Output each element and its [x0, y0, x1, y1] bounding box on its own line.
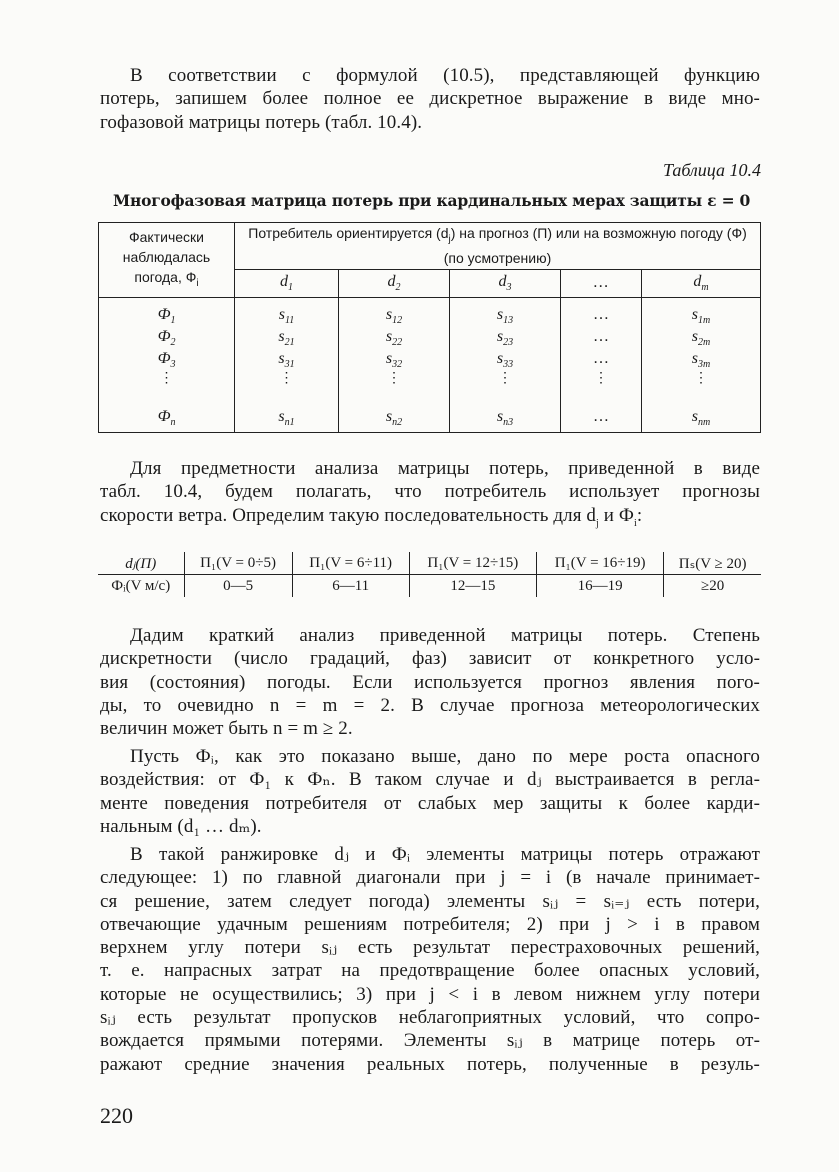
table-title: Многофазовая матрица потерь при кардинальных мерах защиты ε = 0	[113, 191, 751, 210]
text-line: ражают средние значения реальных потерь, полученные в резуль-	[100, 1053, 760, 1075]
seq-cell: П₁(V = 12÷15)	[409, 552, 536, 575]
seq-cell: 16—19	[536, 575, 663, 598]
paragraph-sequence-intro	[100, 457, 760, 535]
text-line: Пусть Фᵢ, как это показано выше, дано по мере роста опасного	[130, 746, 760, 767]
text-line: менте поведения потребителя от слабых мер защиты к более карди-	[100, 792, 760, 814]
paragraph-ordering	[100, 745, 760, 838]
matrix-column-d3: $s_{13}$ $s_{23}$ $s_{33}$ ⋮ $s_{n3}$	[450, 298, 561, 433]
text-line: вия (состояния) погоды. Если используется прогноз явления пого-	[100, 671, 760, 693]
matrix-column-ellipsis: … … … ⋮ …	[561, 298, 642, 433]
matrix-column-d1: $s_{11}$ $s_{21}$ $s_{31}$ ⋮ $s_{n1}$	[235, 298, 339, 433]
text-line: Для предметности анализа матрицы потерь, приведенной в виде	[130, 458, 760, 479]
seq-cell: П₁(V = 6÷11)	[292, 552, 409, 575]
text-line: табл. 10.4, будем полагать, что потребитель использует прогнозы	[100, 481, 760, 503]
text-line: ся решение, затем следует погода) элементы sᵢⱼ = sᵢ₌ⱼ есть потери,	[100, 890, 760, 912]
loss-matrix-table	[98, 222, 761, 433]
seq-cell: Фᵢ(V м/с)	[111, 577, 171, 594]
column-header-d3: $d_3$	[450, 269, 561, 297]
column-header-d1: $d_1$	[235, 269, 339, 297]
text-line: потерь, запишем более полное ее дискретное выражение в виде мно-	[100, 88, 760, 110]
wind-sequence-table	[98, 552, 761, 597]
table-number: Таблица 10.4	[662, 160, 761, 180]
column-header-ellipsis: …	[561, 269, 642, 297]
seq-cell: Пₛ(V ≥ 20)	[664, 552, 761, 575]
text-line: величин может быть n = m ≥ 2.	[100, 718, 353, 740]
seq-cell: 12—15	[409, 575, 536, 598]
column-group-header: Потребитель ориентируется $(d_j)$ на прогноз (П) или на возможную погоду (Ф) (по усмотрению)	[235, 223, 761, 270]
text-line: В такой ранжировке dⱼ и Фᵢ элементы матрицы потерь отражают	[130, 844, 760, 865]
text-line: sᵢⱼ есть результат пропусков неблагоприятных условий, что сопро-	[100, 1007, 760, 1029]
paragraph-intro	[100, 64, 760, 134]
text-line: дискретности (число градаций, фаз) зависит от конкретного усло-	[100, 648, 760, 670]
text-line: следующее: 1) по главной диагонали при j = i (в начале принимает-	[100, 867, 760, 889]
text-line: воздействия: от Ф₁ к Фₙ. В таком случае и dⱼ выстраивается в регла-	[100, 769, 760, 791]
seq-cell: П₁(V = 0÷5)	[184, 552, 292, 575]
row-labels-column: $Ф_1$ $Ф_2$ $Ф_3$ ⋮ $Ф_n$	[99, 298, 235, 433]
text-line: ды, то очевидно n = m = 2. В случае прогноза метеорологических	[100, 694, 760, 716]
text-line: гофазовой матрицы потерь (табл. 10.4).	[100, 111, 423, 133]
text-line: вождается прямыми потерями. Элементы sᵢⱼ в матрице потерь от-	[100, 1030, 760, 1052]
seq-cell: dⱼ(П)	[98, 552, 184, 575]
seq-cell: ≥20	[664, 575, 761, 598]
matrix-column-d2: $s_{12}$ $s_{22}$ $s_{32}$ ⋮ $s_{n2}$	[339, 298, 450, 433]
page-number: 220	[100, 1103, 133, 1128]
row-header-cell: Фактически наблюдалась погода, $Ф_i$	[99, 223, 235, 298]
text-line: нальным (d₁ … dₘ).	[100, 815, 262, 837]
paragraph-interpretation	[100, 843, 760, 1076]
text-line: Дадим краткий анализ приведенной матрицы потерь. Степень	[130, 625, 760, 646]
text-line: отвечающие удачным решениям потребителя; 2) при j > i в правом	[100, 913, 760, 935]
text-line: т. е. напрасных затрат на предотвращение более опасных условий,	[100, 960, 760, 982]
seq-cell: 0—5	[184, 575, 292, 598]
paragraph-analysis	[100, 624, 760, 740]
column-header-d2: $d_2$	[339, 269, 450, 297]
seq-cell: 6—11	[292, 575, 409, 598]
text-line: которые не осуществились; 3) при j < i в левом нижнем углу потери	[100, 983, 760, 1005]
seq-cell: П₁(V = 16÷19)	[536, 552, 663, 575]
column-header-dm: $d_m$	[642, 269, 761, 297]
text-line: скорости ветра. Определим такую последовательность для $d_j$ и $Ф_i$:	[100, 504, 643, 529]
matrix-column-dm: $s_{1m}$ $s_{2m}$ $s_{3m}$ ⋮ $s_{nm}$	[642, 298, 761, 433]
text-line: В соответствии с формулой (10.5), представляющей функцию	[130, 65, 760, 86]
text-line: верхнем углу потери sᵢⱼ есть результат перестраховочных решений,	[100, 937, 760, 959]
